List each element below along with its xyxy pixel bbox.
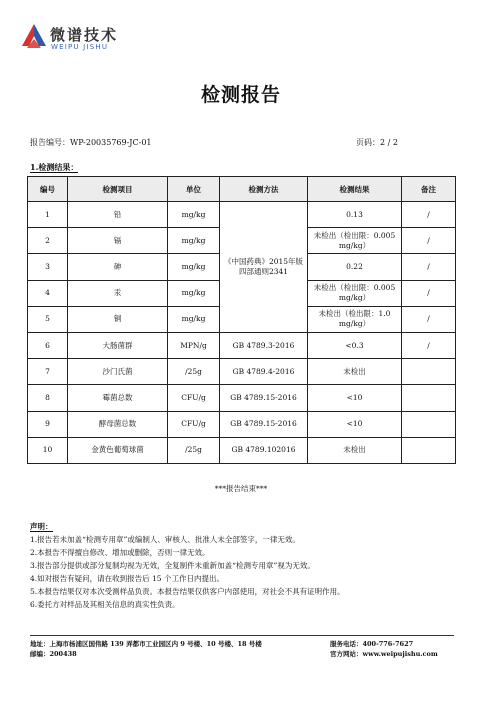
logo-english-name: WEIPU JISHU [51,43,109,51]
cell-item: 大肠菌群 [68,332,168,358]
cell-remark [402,385,456,411]
declaration-block [30,520,345,611]
company-logo [22,22,132,58]
report-end-marker: ***报告结束*** [214,484,268,493]
header-result: 检测结果 [308,177,402,202]
cell-remark: / [402,280,456,306]
declaration-heading: 声明： [30,522,53,531]
cell-item: 砷 [68,254,168,280]
cell-remark [402,411,456,437]
cell-no: 5 [28,306,68,332]
table-row [28,359,456,385]
cell-no: 10 [28,437,68,463]
header-remark: 备注 [402,177,456,202]
cell-item: 霉菌总数 [68,385,168,411]
cell-unit: CFU/g [168,385,220,411]
logo-chinese-name: 微谱技术 [50,26,119,44]
cell-no: 3 [28,254,68,280]
footer-postcode: 邮编：200438 [30,650,77,658]
cell-no: 1 [28,202,68,228]
cell-unit: /25g [168,437,220,463]
declaration-item: 3.报告部分提供或部分复制均视为无效，全复制件未重新加盖“检测专用章”视为无效。 [30,561,315,570]
cell-result: 未检出（检出限：1.0 mg/kg） [308,306,402,332]
declaration-item: 6.委托方对样品及其相关信息的真实性负责。 [30,600,180,609]
footer-contact-left [30,639,262,659]
table-row [28,202,456,228]
cell-item: 汞 [68,280,168,306]
footer-address: 地址：上海市杨浦区国伟路 139 弄都市工业园区内 9 号楼、10 号楼、18 号楼 [30,640,262,648]
footer-website: 官方网站：www.weipujishu.com [330,650,438,658]
cell-item: 铜 [68,306,168,332]
footer-divider [30,635,454,636]
cell-item: 铅 [68,202,168,228]
cell-result: 未检出（检出限：0.005 mg/kg） [308,228,402,254]
table-row [28,332,456,358]
results-table [27,176,456,464]
cell-remark: / [402,306,456,332]
cell-unit: mg/kg [168,306,220,332]
cell-item: 金黄色葡萄球菌 [68,437,168,463]
footer-contact-right [330,639,438,659]
footer-phone: 服务电话：400-776-7627 [330,640,414,648]
cell-unit: mg/kg [168,280,220,306]
cell-unit: mg/kg [168,202,220,228]
section-title: 1.检测结果： [30,162,79,172]
cell-unit: mg/kg [168,254,220,280]
declaration-item: 4.如对报告有疑问，请在收到报告后 15 个工作日内提出。 [30,574,224,583]
cell-result: <10 [308,385,402,411]
cell-no: 2 [28,228,68,254]
cell-remark: / [402,202,456,228]
cell-result: <10 [308,411,402,437]
header-unit: 单位 [168,177,220,202]
cell-remark: / [402,332,456,358]
header-no: 编号 [28,177,68,202]
cell-unit: mg/kg [168,228,220,254]
cell-remark: / [402,228,456,254]
declaration-item: 2.本报告不得擅自修改、增加或删除，否则一律无效。 [30,548,210,557]
cell-result: 0.13 [308,202,402,228]
page-number: 页码：2 / 2 [356,138,398,147]
table-row [28,385,456,411]
logo-mark-icon [22,24,46,50]
cell-unit: MPN/g [168,332,220,358]
cell-method: GB 4789.4-2016 [220,359,308,385]
declaration-item: 5.本报告结果仅对本次受测样品负责。本报告结果仅供客户内部使用，对社会不具有证明作用。 [30,587,345,596]
table-header-row [28,177,456,202]
cell-unit: CFU/g [168,411,220,437]
cell-method-merged: 《中国药典》2015年版四部通则2341 [220,202,308,333]
cell-result: 未检出 [308,359,402,385]
cell-no: 9 [28,411,68,437]
report-number: 报告编号：WP-20035769-JC-01 [30,138,152,147]
table-row [28,437,456,463]
cell-no: 6 [28,332,68,358]
cell-method: GB 4789.102016 [220,437,308,463]
cell-unit: /25g [168,359,220,385]
cell-result: 未检出（检出限：0.005 mg/kg） [308,280,402,306]
cell-result: 0.22 [308,254,402,280]
cell-result: <0.3 [308,332,402,358]
declaration-item: 1.报告若未加盖“检测专用章”或编制人、审核人、批准人未全部签字，一律无效。 [30,535,300,544]
table-row [28,411,456,437]
cell-remark [402,437,456,463]
cell-method: GB 4789.15-2016 [220,411,308,437]
cell-method: GB 4789.3-2016 [220,332,308,358]
cell-remark: / [402,254,456,280]
cell-item: 沙门氏菌 [68,359,168,385]
header-item: 检测项目 [68,177,168,202]
cell-result: 未检出 [308,437,402,463]
cell-remark [402,359,456,385]
cell-method: GB 4789.15-2016 [220,385,308,411]
cell-no: 8 [28,385,68,411]
cell-item: 镉 [68,228,168,254]
page-title: 检测报告 [200,84,281,106]
cell-item: 酵母菌总数 [68,411,168,437]
header-method: 检测方法 [220,177,308,202]
cell-no: 7 [28,359,68,385]
cell-no: 4 [28,280,68,306]
